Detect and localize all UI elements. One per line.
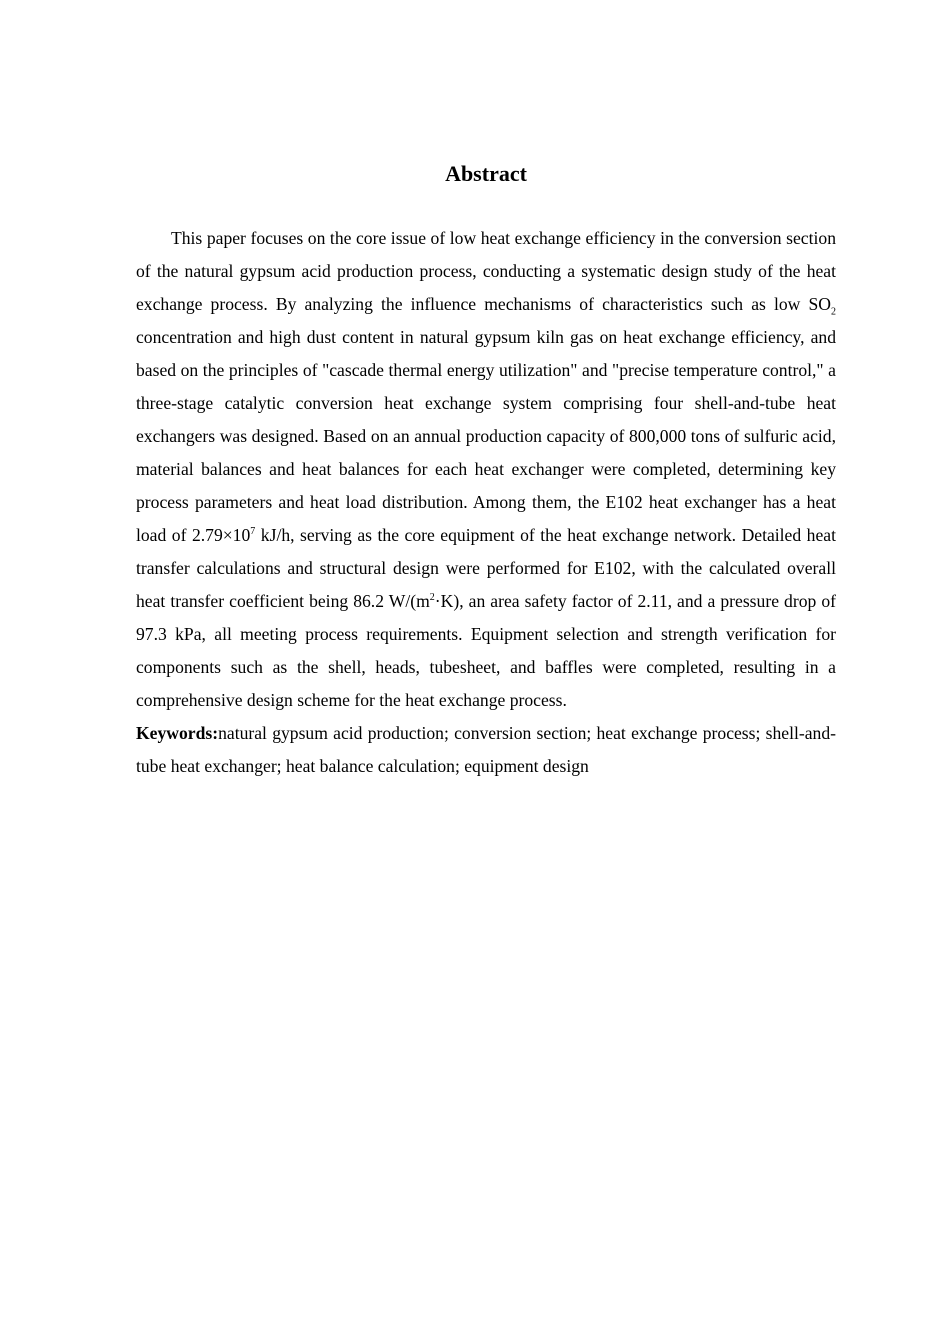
keywords-label: Keywords: xyxy=(136,723,219,743)
abstract-title: Abstract xyxy=(445,161,527,186)
exponent-superscript: 7 xyxy=(250,526,256,538)
keywords-text: natural gypsum acid production; conversion section; heat exchange process; shell-and-tube heat exchanger; heat balance calculation; equipment design xyxy=(136,723,836,776)
abstract-paragraph xyxy=(136,222,836,717)
abstract-text-3: kJ/h, serving as the core equipment of the heat exchange network. Detailed heat transfer calculations and structural design were performed for E102, with the calculated overall heat transfer coefficient being 86.2 W/(m xyxy=(136,525,836,611)
abstract-text-2: concentration and high dust content in natural gypsum kiln gas on heat exchange efficiency, and based on the principles of "cascade thermal energy utilization" and "precise temperature control," a three-stage catalytic conversion heat exchange system comprising four shell-and-tube heat exchangers was designed. Based on an annual production capacity of 800,000 tons of sulfuric acid, material balances and heat balances for each heat exchanger were completed, determining key process parameters and heat load distribution. Among them, the E102 heat exchanger has a heat load of 2.79×10 xyxy=(136,327,836,545)
unit-superscript: 2 xyxy=(429,592,435,604)
abstract-text-4: ·K), an area safety factor of 2.11, and a pressure drop of 97.3 kPa, all meeting process requirements. Equipment selection and strength verification for components such as the shell, heads, tubesheet, and baffles were completed, resulting in a comprehensive design scheme for the heat exchange process. xyxy=(136,591,837,710)
keywords-paragraph xyxy=(136,717,836,783)
abstract-text-1: This paper focuses on the core issue of low heat exchange efficiency in the conversion section of the natural gypsum acid production process, conducting a systematic design study of the heat exchange process. By analyzing the influence mechanisms of characteristics such as low SO xyxy=(136,228,836,314)
abstract-page xyxy=(136,156,836,783)
so2-subscript: 2 xyxy=(831,306,836,318)
